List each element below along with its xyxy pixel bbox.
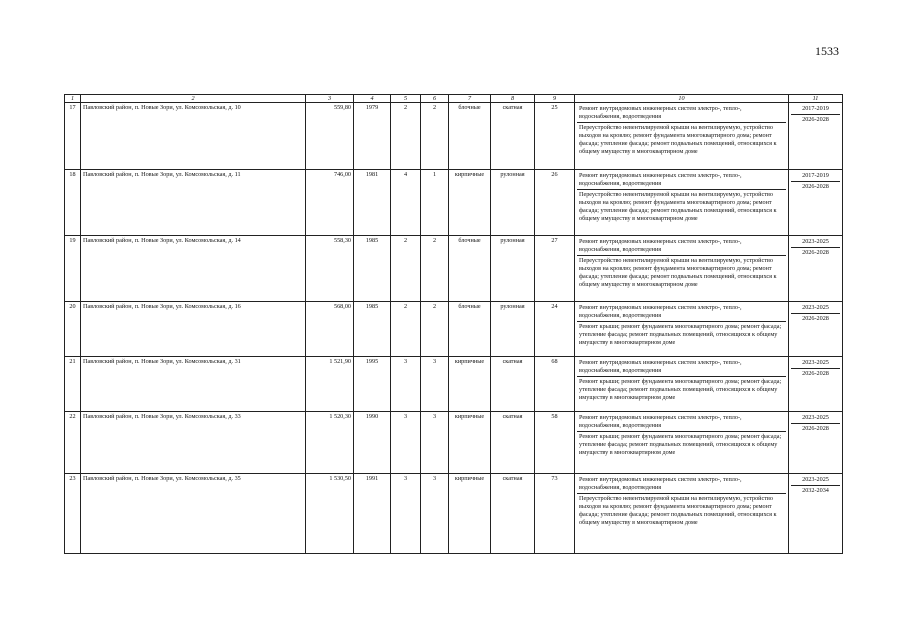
- work-item: Переустройство невентилируемой крыши на вентилируемую, устройство выходов на кровлю; ремонт фундамента многоквартирного дома; ремонт фасада; утепление фасада; ремонт подвальных помещений, относящихся к общему имуществу в многоквартирном доме: [577, 189, 786, 224]
- area-cell: 1 530,50: [306, 474, 354, 554]
- row-number: 22: [65, 412, 81, 474]
- column-number: 8: [491, 95, 535, 103]
- work-item: Переустройство невентилируемой крыши на вентилируемую, устройство выходов на кровлю; ремонт фундамента многоквартирного дома; ремонт фасада; утепление фасада; ремонт подвальных помещений, относящихся к общему имуществу в многоквартирном доме: [577, 493, 786, 528]
- period-item: 2023-2025: [802, 359, 829, 366]
- table-row: [65, 170, 843, 236]
- work-item: Ремонт внутридомовых инженерных систем электро-, тепло-, водоснабжения, водоотведения: [579, 105, 742, 120]
- period-item: 2017-2019: [802, 172, 829, 179]
- walls-cell: кирпичные: [449, 170, 491, 236]
- area-cell: 559,80: [306, 103, 354, 170]
- table-row: [65, 236, 843, 302]
- row-number: 18: [65, 170, 81, 236]
- column-number: 2: [81, 95, 306, 103]
- year-cell: 1985: [354, 302, 391, 357]
- units-cell: 58: [535, 412, 575, 474]
- units-cell: 24: [535, 302, 575, 357]
- entrances-cell: 3: [421, 412, 449, 474]
- work-item: Ремонт крыши; ремонт фундамента многоквартирного дома; ремонт фасада; утепление фасада; ремонт подвальных помещений, относящихся к общему имуществу в многоквартирном доме: [577, 321, 786, 348]
- period-item: 2026-2028: [791, 368, 840, 379]
- floors-cell: 3: [391, 474, 421, 554]
- floors-cell: 3: [391, 357, 421, 412]
- works-cell: [575, 302, 789, 357]
- period-cell: [789, 103, 843, 170]
- period-item: 2023-2025: [802, 238, 829, 245]
- period-item: 2026-2028: [791, 247, 840, 258]
- roof-cell: рулонная: [491, 170, 535, 236]
- column-number: 5: [391, 95, 421, 103]
- period-item: 2026-2028: [791, 423, 840, 434]
- period-cell: [789, 357, 843, 412]
- roof-cell: рулонная: [491, 236, 535, 302]
- address-cell: Павловский район, п. Новые Зори, ул. Комсомольская, д. 10: [81, 103, 306, 170]
- year-cell: 1985: [354, 236, 391, 302]
- area-cell: 568,00: [306, 302, 354, 357]
- work-item: Ремонт внутридомовых инженерных систем электро-, тепло-, водоснабжения, водоотведения: [579, 476, 742, 491]
- roof-cell: скатная: [491, 103, 535, 170]
- work-item: Ремонт внутридомовых инженерных систем электро-, тепло-, водоснабжения, водоотведения: [579, 359, 742, 374]
- floors-cell: 2: [391, 236, 421, 302]
- roof-cell: рулонная: [491, 302, 535, 357]
- period-item: 2026-2028: [791, 313, 840, 324]
- period-item: 2032-2034: [791, 485, 840, 496]
- work-item: Переустройство невентилируемой крыши на вентилируемую, устройство выходов на кровлю; ремонт фундамента многоквартирного дома; ремонт фасада; утепление фасада; ремонт подвальных помещений, относящихся к общему имуществу в многоквартирном доме: [577, 122, 786, 157]
- walls-cell: кирпичные: [449, 474, 491, 554]
- period-item: 2026-2028: [791, 114, 840, 125]
- period-cell: [789, 170, 843, 236]
- period-item: 2023-2025: [802, 414, 829, 421]
- period-item: 2023-2025: [802, 476, 829, 483]
- column-number: 9: [535, 95, 575, 103]
- year-cell: 1995: [354, 357, 391, 412]
- address-cell: Павловский район, п. Новые Зори, ул. Комсомольская, д. 31: [81, 357, 306, 412]
- column-number: 7: [449, 95, 491, 103]
- page-number: 1533: [815, 44, 839, 58]
- address-cell: Павловский район, п. Новые Зори, ул. Комсомольская, д. 33: [81, 412, 306, 474]
- column-number: 1: [65, 95, 81, 103]
- row-number: 21: [65, 357, 81, 412]
- area-cell: 1 520,30: [306, 412, 354, 474]
- entrances-cell: 3: [421, 357, 449, 412]
- roof-cell: скатная: [491, 474, 535, 554]
- row-number: 23: [65, 474, 81, 554]
- entrances-cell: 1: [421, 170, 449, 236]
- work-item: Ремонт внутридомовых инженерных систем электро-, тепло-, водоснабжения, водоотведения: [579, 304, 742, 319]
- works-cell: [575, 236, 789, 302]
- units-cell: 25: [535, 103, 575, 170]
- table-row: [65, 103, 843, 170]
- column-number: 11: [789, 95, 843, 103]
- roof-cell: скатная: [491, 357, 535, 412]
- column-number: 3: [306, 95, 354, 103]
- period-item: 2023-2025: [802, 304, 829, 311]
- work-item: Ремонт внутридомовых инженерных систем электро-, тепло-, водоснабжения, водоотведения: [579, 172, 742, 187]
- work-item: Переустройство невентилируемой крыши на вентилируемую, устройство выходов на кровлю; ремонт фундамента многоквартирного дома; ремонт фасада; утепление фасада; ремонт подвальных помещений, относящихся к общему имуществу в многоквартирном доме: [577, 255, 786, 290]
- walls-cell: блочные: [449, 302, 491, 357]
- period-item: 2026-2028: [791, 181, 840, 192]
- period-item: 2017-2019: [802, 105, 829, 112]
- entrances-cell: 2: [421, 302, 449, 357]
- walls-cell: блочные: [449, 236, 491, 302]
- column-number: 4: [354, 95, 391, 103]
- floors-cell: 3: [391, 412, 421, 474]
- entrances-cell: 2: [421, 236, 449, 302]
- walls-cell: блочные: [449, 103, 491, 170]
- row-number: 19: [65, 236, 81, 302]
- area-cell: 746,00: [306, 170, 354, 236]
- address-cell: Павловский район, п. Новые Зори, ул. Комсомольская, д. 11: [81, 170, 306, 236]
- work-item: Ремонт крыши; ремонт фундамента многоквартирного дома; ремонт фасада; утепление фасада; ремонт подвальных помещений, относящихся к общему имуществу в многоквартирном доме: [577, 431, 786, 458]
- period-cell: [789, 302, 843, 357]
- year-cell: 1981: [354, 170, 391, 236]
- address-cell: Павловский район, п. Новые Зори, ул. Комсомольская, д. 35: [81, 474, 306, 554]
- floors-cell: 2: [391, 103, 421, 170]
- area-cell: 1 521,90: [306, 357, 354, 412]
- floors-cell: 2: [391, 302, 421, 357]
- units-cell: 68: [535, 357, 575, 412]
- year-cell: 1990: [354, 412, 391, 474]
- address-cell: Павловский район, п. Новые Зори, ул. Комсомольская, д. 16: [81, 302, 306, 357]
- row-number: 20: [65, 302, 81, 357]
- units-cell: 73: [535, 474, 575, 554]
- entrances-cell: 3: [421, 474, 449, 554]
- table-row: [65, 357, 843, 412]
- column-number-row: [65, 95, 843, 103]
- work-item: Ремонт внутридомовых инженерных систем электро-, тепло-, водоснабжения, водоотведения: [579, 414, 742, 429]
- units-cell: 27: [535, 236, 575, 302]
- year-cell: 1991: [354, 474, 391, 554]
- row-number: 17: [65, 103, 81, 170]
- works-cell: [575, 357, 789, 412]
- walls-cell: кирпичные: [449, 412, 491, 474]
- walls-cell: кирпичные: [449, 357, 491, 412]
- floors-cell: 4: [391, 170, 421, 236]
- work-item: Ремонт крыши; ремонт фундамента многоквартирного дома; ремонт фасада; утепление фасада; ремонт подвальных помещений, относящихся к общему имуществу в многоквартирном доме: [577, 376, 786, 403]
- period-cell: [789, 412, 843, 474]
- table-row: [65, 474, 843, 554]
- repair-program-table: [64, 94, 843, 554]
- address-cell: Павловский район, п. Новые Зори, ул. Комсомольская, д. 14: [81, 236, 306, 302]
- column-number: 10: [575, 95, 789, 103]
- works-cell: [575, 170, 789, 236]
- table-row: [65, 412, 843, 474]
- work-item: Ремонт внутридомовых инженерных систем электро-, тепло-, водоснабжения, водоотведения: [579, 238, 742, 253]
- works-cell: [575, 103, 789, 170]
- works-cell: [575, 412, 789, 474]
- column-number: 6: [421, 95, 449, 103]
- works-cell: [575, 474, 789, 554]
- area-cell: 558,30: [306, 236, 354, 302]
- roof-cell: скатная: [491, 412, 535, 474]
- table-row: [65, 302, 843, 357]
- year-cell: 1979: [354, 103, 391, 170]
- period-cell: [789, 474, 843, 554]
- period-cell: [789, 236, 843, 302]
- entrances-cell: 2: [421, 103, 449, 170]
- units-cell: 26: [535, 170, 575, 236]
